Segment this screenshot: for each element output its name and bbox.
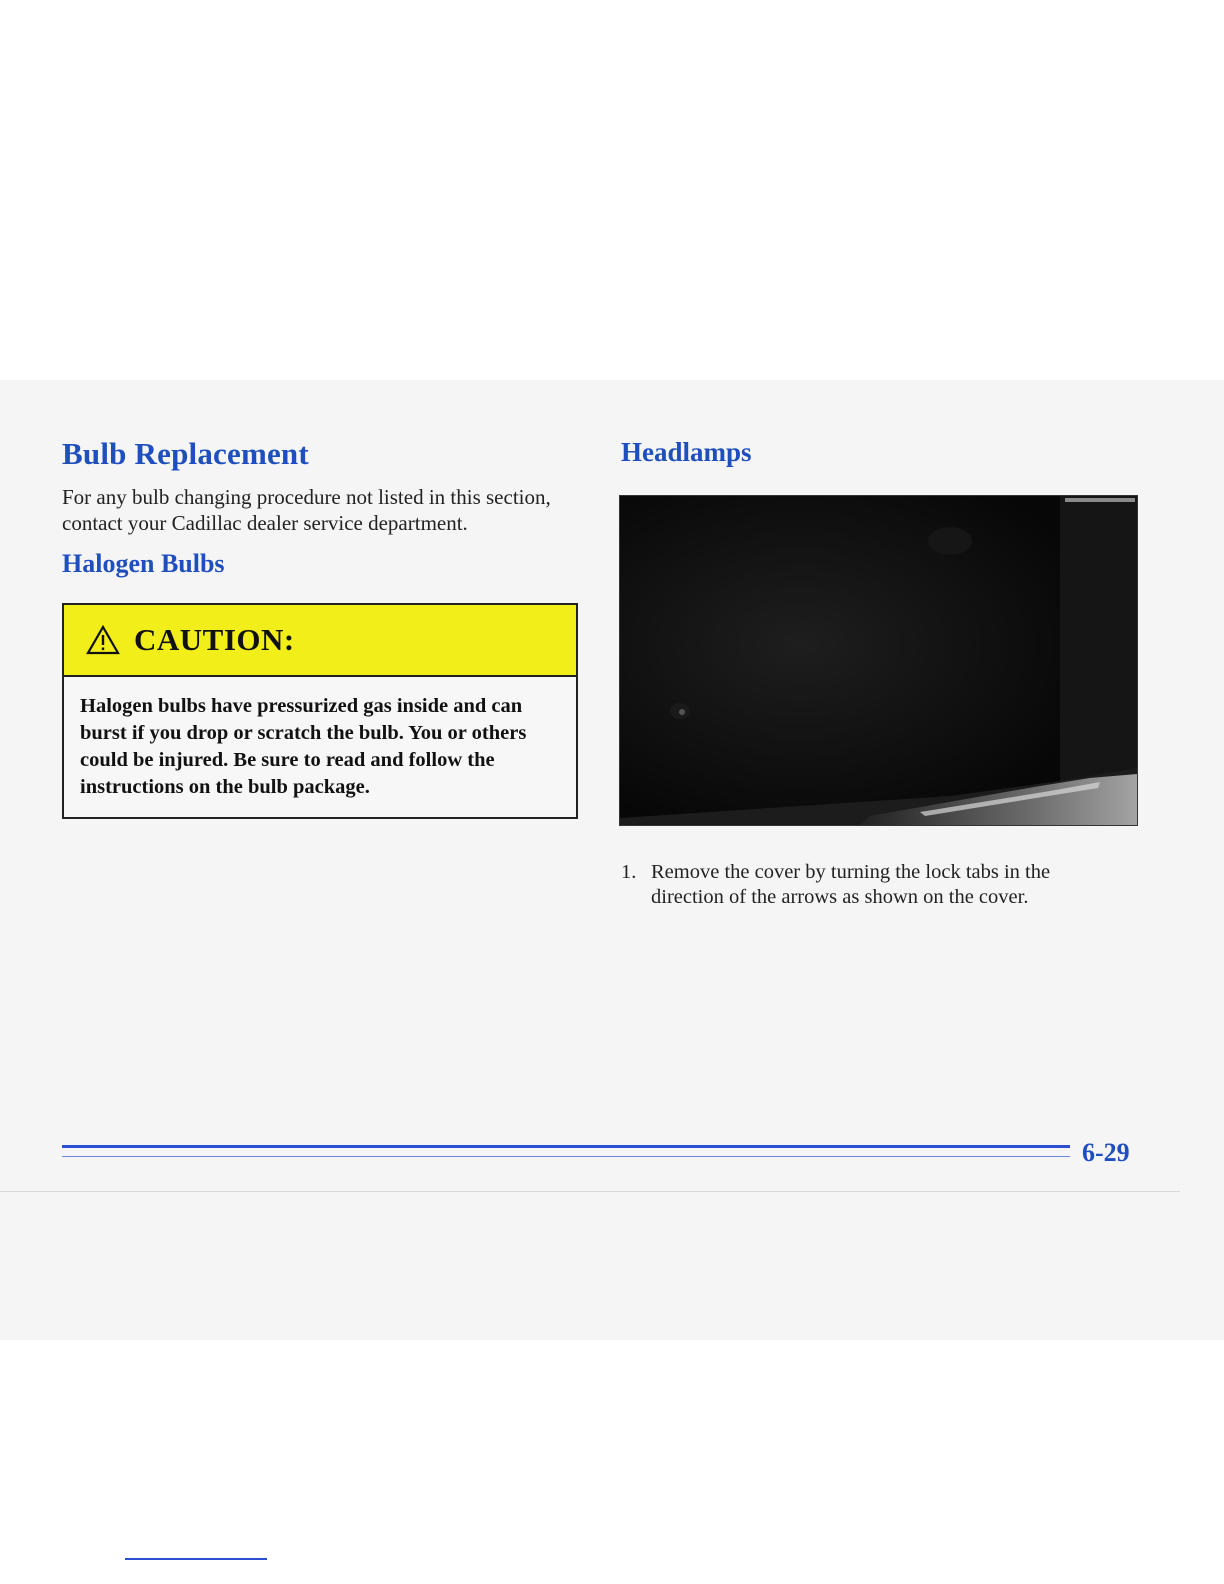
caution-text: Halogen bulbs have pressurized gas inside and can burst if you drop or scratch the bulb. You or others could be injured. Be sure to read and follow the instructions on the bulb package.	[80, 695, 527, 798]
subsection-title: Halogen Bulbs	[62, 549, 225, 578]
warning-triangle-icon	[86, 625, 120, 655]
footer-rule	[62, 1145, 1070, 1148]
caution-header	[64, 605, 576, 677]
headlamps-title: Headlamps	[621, 437, 752, 467]
headlamp-cover-photo	[619, 495, 1138, 826]
caution-title: CAUTION:	[134, 622, 295, 657]
step-text: Remove the cover by turning the lock tabs in the direction of the arrows as shown on the cover.	[651, 861, 1051, 908]
step-1	[621, 860, 1121, 910]
intro-paragraph: For any bulb changing procedure not listed in this section, contact your Cadillac dealer service department.	[62, 485, 551, 535]
step-number: 1.	[621, 861, 637, 883]
page-number: 6-29	[1082, 1138, 1130, 1167]
footer-rule-thin	[62, 1156, 1070, 1157]
bottom-mark	[125, 1558, 267, 1560]
page-edge-divider	[0, 1191, 1180, 1192]
caution-box	[62, 603, 578, 819]
section-title: Bulb Replacement	[62, 436, 309, 471]
